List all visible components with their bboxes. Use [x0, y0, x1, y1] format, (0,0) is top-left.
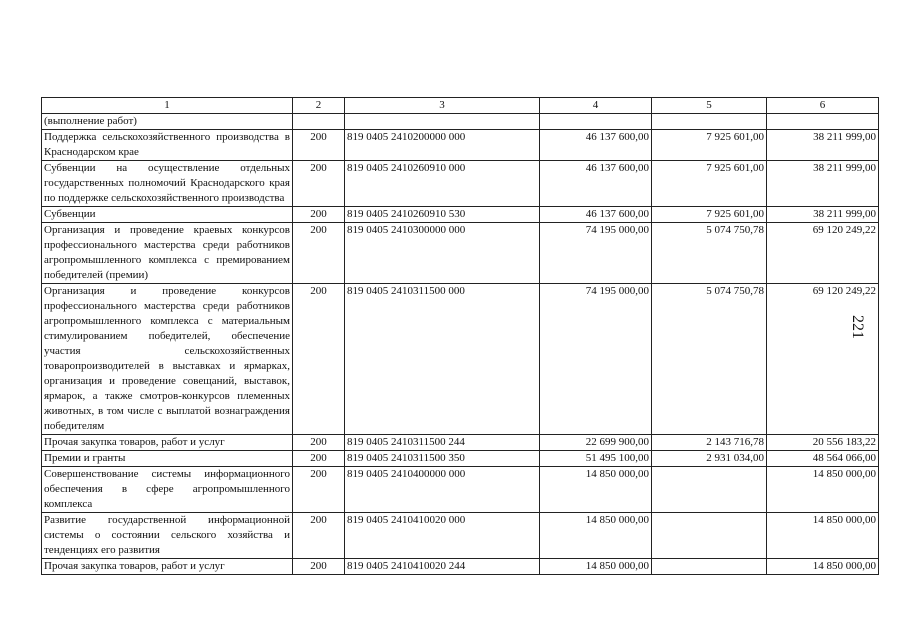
row-code: 819 0405 2410260910 000 [345, 161, 540, 207]
row-value-4: 46 137 600,00 [540, 207, 652, 223]
row-code: 819 0405 2410400000 000 [345, 467, 540, 513]
row-value-5: 5 074 750,78 [652, 223, 767, 284]
row-value-5 [652, 114, 767, 130]
row-description: Премии и гранты [42, 451, 293, 467]
row-grbs [293, 114, 345, 130]
table-row [42, 161, 879, 207]
table-row [42, 559, 879, 575]
row-value-5: 7 925 601,00 [652, 161, 767, 207]
column-header-2: 2 [293, 98, 345, 114]
row-value-4: 46 137 600,00 [540, 130, 652, 161]
row-grbs: 200 [293, 513, 345, 559]
row-code: 819 0405 2410410020 244 [345, 559, 540, 575]
row-value-4: 46 137 600,00 [540, 161, 652, 207]
row-description: Развитие государственной информационной системы о состоянии сельского хозяйства и тенденциях его развития [42, 513, 293, 559]
column-header-5: 5 [652, 98, 767, 114]
table-row [42, 130, 879, 161]
row-value-4: 14 850 000,00 [540, 513, 652, 559]
row-code: 819 0405 2410260910 530 [345, 207, 540, 223]
row-value-5 [652, 559, 767, 575]
row-code: 819 0405 2410311500 244 [345, 435, 540, 451]
row-code: 819 0405 2410410020 000 [345, 513, 540, 559]
row-value-5: 2 931 034,00 [652, 451, 767, 467]
table-row [42, 207, 879, 223]
row-value-6: 69 120 249,22 [767, 223, 879, 284]
row-code: 819 0405 2410311500 350 [345, 451, 540, 467]
row-value-5: 2 143 716,78 [652, 435, 767, 451]
column-header-3: 3 [345, 98, 540, 114]
row-grbs: 200 [293, 451, 345, 467]
row-value-6: 48 564 066,00 [767, 451, 879, 467]
row-description: Субвенции на осуществление отдельных государственных полномочий Краснодарского края по поддержке сельскохозяйственного производства [42, 161, 293, 207]
row-grbs: 200 [293, 130, 345, 161]
table-row [42, 114, 879, 130]
row-value-6: 14 850 000,00 [767, 513, 879, 559]
row-code [345, 114, 540, 130]
table-row [42, 467, 879, 513]
table-row [42, 223, 879, 284]
row-value-5 [652, 467, 767, 513]
row-value-4: 14 850 000,00 [540, 559, 652, 575]
row-grbs: 200 [293, 559, 345, 575]
row-value-5: 5 074 750,78 [652, 284, 767, 435]
row-description: Совершенствование системы информационного обеспечения в сфере агропромышленного комплекса [42, 467, 293, 513]
row-value-6 [767, 114, 879, 130]
row-grbs: 200 [293, 223, 345, 284]
row-description: Прочая закупка товаров, работ и услуг [42, 559, 293, 575]
row-description: Поддержка сельскохозяйственного производства в Краснодарском крае [42, 130, 293, 161]
row-description: Организация и проведение краевых конкурсов профессионального мастерства среди работников агропромышленного комплекса с премированием победителей (премии) [42, 223, 293, 284]
row-value-5: 7 925 601,00 [652, 130, 767, 161]
row-grbs: 200 [293, 467, 345, 513]
row-value-6: 38 211 999,00 [767, 130, 879, 161]
row-description: Субвенции [42, 207, 293, 223]
row-value-6: 14 850 000,00 [767, 467, 879, 513]
row-grbs: 200 [293, 435, 345, 451]
row-grbs: 200 [293, 284, 345, 435]
table-row [42, 284, 879, 435]
row-value-5: 7 925 601,00 [652, 207, 767, 223]
column-header-6: 6 [767, 98, 879, 114]
row-code: 819 0405 2410311500 000 [345, 284, 540, 435]
row-code: 819 0405 2410200000 000 [345, 130, 540, 161]
page-number: 221 [849, 315, 866, 339]
row-code: 819 0405 2410300000 000 [345, 223, 540, 284]
row-value-6: 20 556 183,22 [767, 435, 879, 451]
row-value-6: 38 211 999,00 [767, 207, 879, 223]
row-value-4 [540, 114, 652, 130]
row-description: Прочая закупка товаров, работ и услуг [42, 435, 293, 451]
column-header-4: 4 [540, 98, 652, 114]
table-row [42, 513, 879, 559]
row-value-4: 74 195 000,00 [540, 284, 652, 435]
row-value-6: 14 850 000,00 [767, 559, 879, 575]
row-grbs: 200 [293, 161, 345, 207]
row-value-5 [652, 513, 767, 559]
table-header-row [42, 98, 879, 114]
row-description: Организация и проведение конкурсов профессионального мастерства среди работников агропромышленного комплекса с материальным стимулированием победителей, обеспечение участия сельскохозяйственных товаропроизводителей в выставках и ярмарках, организация и проведение совещаний, выставок, ярмарок, а также смотров-конкурсов племенных животных, в том числе с выплатой вознаграждения победителям [42, 284, 293, 435]
row-value-6: 38 211 999,00 [767, 161, 879, 207]
row-value-4: 14 850 000,00 [540, 467, 652, 513]
column-header-1: 1 [42, 98, 293, 114]
budget-table [41, 97, 879, 575]
row-value-4: 22 699 900,00 [540, 435, 652, 451]
row-value-4: 51 495 100,00 [540, 451, 652, 467]
row-grbs: 200 [293, 207, 345, 223]
table-row [42, 435, 879, 451]
row-description: (выполнение работ) [42, 114, 293, 130]
row-value-6: 69 120 249,22 [767, 284, 879, 435]
row-value-4: 74 195 000,00 [540, 223, 652, 284]
table-row [42, 451, 879, 467]
